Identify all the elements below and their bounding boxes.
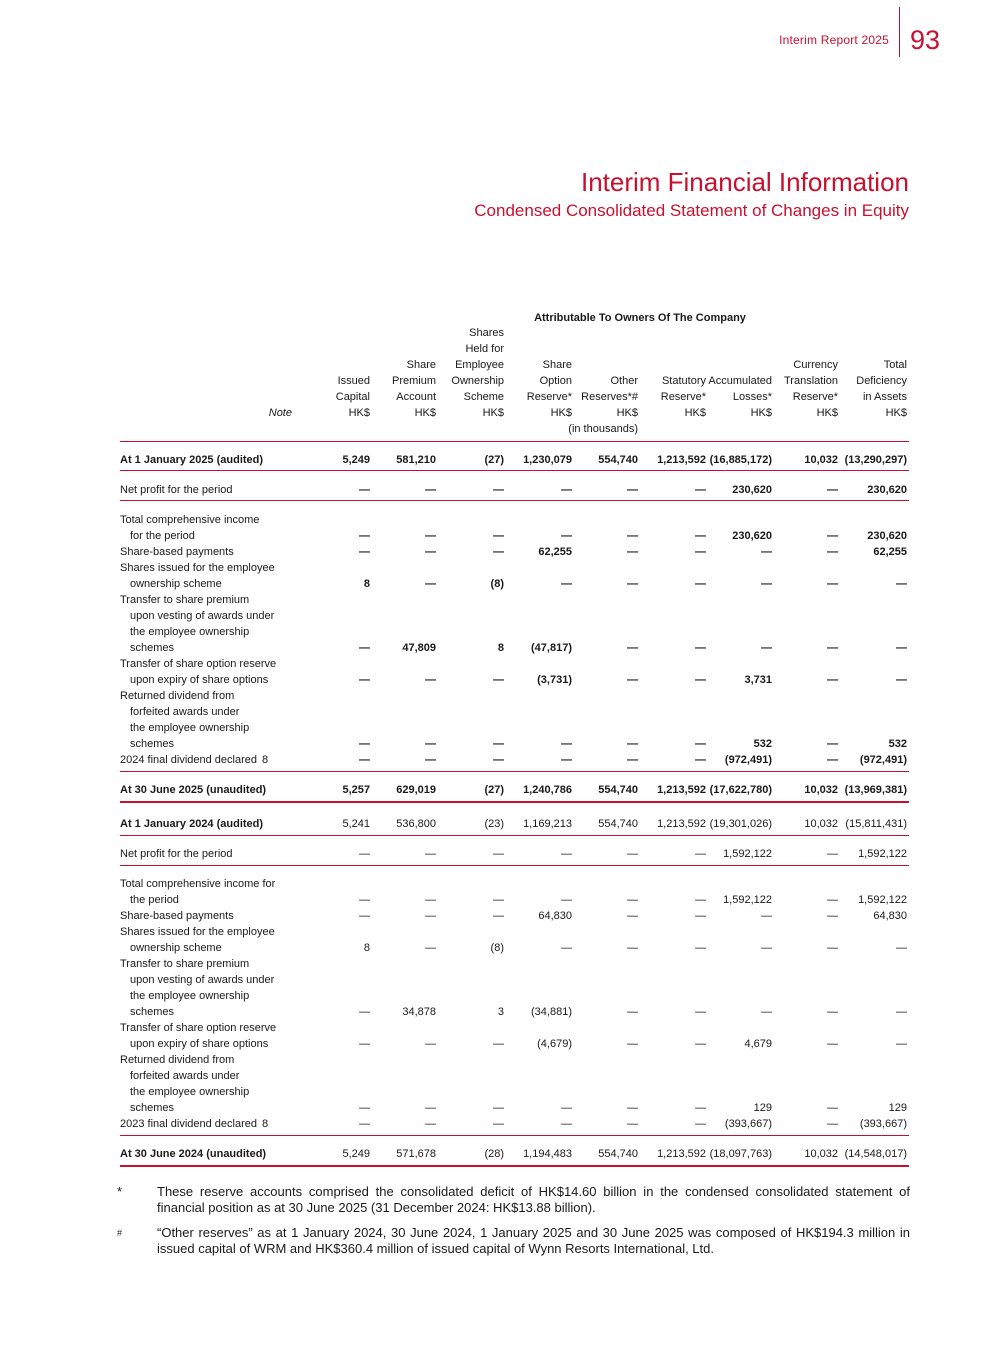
table-cell: — xyxy=(627,674,638,686)
table-cell: — xyxy=(425,484,436,496)
table-cell: — xyxy=(493,674,504,686)
page-title: Interim Financial Information xyxy=(580,167,909,197)
column-header: Reserve* xyxy=(792,391,838,403)
table-cell: (47,817) xyxy=(531,642,572,654)
table-cell: — xyxy=(827,942,838,954)
row-divider xyxy=(120,470,909,471)
table-cell: (27) xyxy=(484,454,504,466)
table-cell: — xyxy=(761,1006,772,1018)
table-cell: — xyxy=(695,894,706,906)
row-divider xyxy=(120,1135,909,1136)
table-cell: — xyxy=(425,578,436,590)
row-divider xyxy=(120,771,909,772)
table-cell: — xyxy=(761,942,772,954)
footnote-mark: * xyxy=(117,1184,123,1199)
table-cell: — xyxy=(561,578,572,590)
table-cell: — xyxy=(493,1102,504,1114)
column-header: Currency xyxy=(793,359,838,371)
table-cell: (17,622,780) xyxy=(709,784,772,796)
table-cell: 571,678 xyxy=(396,1148,436,1160)
table-cell: — xyxy=(827,910,838,922)
table-cell: — xyxy=(359,910,370,922)
footnote xyxy=(117,1225,910,1257)
table-cell: (28) xyxy=(484,1148,504,1160)
table-cell: — xyxy=(359,754,370,766)
row-label: Shares issued for the employee xyxy=(120,562,275,574)
table-cell: — xyxy=(827,578,838,590)
table-cell: (393,667) xyxy=(859,1118,907,1130)
table-cell: — xyxy=(425,754,436,766)
table-cell: — xyxy=(896,674,907,686)
row-label: the employee ownership xyxy=(130,722,250,734)
table-cell: — xyxy=(627,484,638,496)
table-cell: — xyxy=(359,848,370,860)
table-cell: — xyxy=(359,546,370,558)
table-cell: 1,230,079 xyxy=(523,454,572,466)
table-cell: 1,592,122 xyxy=(858,894,907,906)
table-cell: — xyxy=(695,530,706,542)
table-cell: (16,885,172) xyxy=(709,454,772,466)
table-cell: 8 xyxy=(363,942,370,954)
table-cell: (8) xyxy=(490,942,504,954)
row-label: the employee ownership xyxy=(130,626,250,638)
table-cell: — xyxy=(359,894,370,906)
column-header: Share xyxy=(406,359,436,371)
table-cell: — xyxy=(561,530,572,542)
table-cell: — xyxy=(695,910,706,922)
table-cell: — xyxy=(827,642,838,654)
table-cell: — xyxy=(627,530,638,542)
table-cell: — xyxy=(425,530,436,542)
table-cell: — xyxy=(425,546,436,558)
table-cell: — xyxy=(425,894,436,906)
row-label: Returned dividend from xyxy=(120,1054,235,1066)
table-cell: (34,881) xyxy=(531,1006,572,1018)
column-header: HK$ xyxy=(816,407,838,419)
table-cell: 64,830 xyxy=(873,910,907,922)
table-cell: (15,811,431) xyxy=(845,818,907,830)
column-header: Share xyxy=(542,359,572,371)
table-cell: — xyxy=(425,848,436,860)
table-cell: — xyxy=(627,894,638,906)
row-label: the employee ownership xyxy=(130,990,250,1002)
table-cell: 1,213,592 xyxy=(657,1148,706,1160)
table-cell: 536,800 xyxy=(396,818,436,830)
row-divider xyxy=(120,441,909,442)
table-cell: 62,255 xyxy=(538,546,572,558)
table-cell: (8) xyxy=(490,578,504,590)
table-cell: (4,679) xyxy=(537,1038,572,1050)
table-cell: 1,169,213 xyxy=(523,818,572,830)
row-label: upon expiry of share options xyxy=(130,1038,269,1050)
table-cell: 230,620 xyxy=(867,484,907,496)
table-cell: — xyxy=(359,1118,370,1130)
table-cell: — xyxy=(695,738,706,750)
table-cell: (13,290,297) xyxy=(844,454,907,466)
table-cell: 554,740 xyxy=(598,818,638,830)
table-cell: — xyxy=(827,1118,838,1130)
table-cell: — xyxy=(627,848,638,860)
table-cell: 10,032 xyxy=(804,454,838,466)
column-header: Option xyxy=(539,375,572,387)
table-cell: — xyxy=(761,578,772,590)
column-header: Reserve* xyxy=(526,391,572,403)
units-label: (in thousands) xyxy=(568,423,638,435)
table-cell: — xyxy=(493,910,504,922)
row-label: upon vesting of awards under xyxy=(130,974,275,986)
row-note: 8 xyxy=(262,754,269,766)
table-cell: 8 xyxy=(363,578,370,590)
table-cell: 230,620 xyxy=(732,484,772,496)
row-label: At 1 January 2025 (audited) xyxy=(120,454,264,466)
table-cell: — xyxy=(761,546,772,558)
table-cell: — xyxy=(425,942,436,954)
row-label: forfeited awards under xyxy=(130,1070,240,1082)
table-cell: — xyxy=(425,1102,436,1114)
table-cell: — xyxy=(425,1118,436,1130)
footnote-text: “Other reserves” as at 1 January 2024, 30 June 2024, 1 January 2025 and 30 June 2025 was composed of HK$194.3 million in issued capital of WRM and HK$360.4 million of issued capital of Wynn Resorts International, Ltd. xyxy=(157,1225,910,1256)
table-cell: — xyxy=(627,738,638,750)
column-header: HK$ xyxy=(482,407,504,419)
row-label: the employee ownership xyxy=(130,1086,250,1098)
column-header: Held for xyxy=(465,343,504,355)
table-cell: 3,731 xyxy=(744,674,772,686)
table-cell: — xyxy=(695,942,706,954)
table-cell: 230,620 xyxy=(867,530,907,542)
table-cell: — xyxy=(493,546,504,558)
table-cell: 1,240,786 xyxy=(523,784,572,796)
table-cell: — xyxy=(493,738,504,750)
table-cell: — xyxy=(695,1038,706,1050)
row-label: Share-based payments xyxy=(120,546,234,558)
row-divider xyxy=(120,500,909,501)
row-label: upon vesting of awards under xyxy=(130,610,275,622)
footnote-text: These reserve accounts comprised the consolidated deficit of HK$14.60 billion in the condensed consolidated statement of financial position as at 30 June 2025 (31 December 2024: HK$13.88 billion). xyxy=(157,1184,910,1215)
table-cell: 532 xyxy=(888,738,907,750)
table-cell: 47,809 xyxy=(402,642,436,654)
table-cell: — xyxy=(627,1006,638,1018)
column-header: Account xyxy=(396,391,436,403)
row-label: Shares issued for the employee xyxy=(120,926,275,938)
table-cell: — xyxy=(561,738,572,750)
column-header: HK$ xyxy=(414,407,436,419)
table-cell: 1,592,122 xyxy=(723,894,772,906)
row-label: the period xyxy=(130,894,179,906)
table-cell: — xyxy=(827,484,838,496)
table-cell: — xyxy=(425,674,436,686)
table-cell: 532 xyxy=(753,738,772,750)
table-cell: (393,667) xyxy=(724,1118,772,1130)
row-label: Total comprehensive income for xyxy=(120,878,276,890)
table-cell: 230,620 xyxy=(732,530,772,542)
table-cell: — xyxy=(493,1118,504,1130)
table-cell: — xyxy=(695,848,706,860)
column-header: Deficiency xyxy=(856,375,907,387)
table-cell: — xyxy=(695,754,706,766)
table-cell: — xyxy=(827,530,838,542)
group-header: Attributable To Owners Of The Company xyxy=(534,312,746,324)
column-header: Capital xyxy=(335,391,370,403)
row-label: Transfer of share option reserve xyxy=(120,658,277,670)
page-number: 93 xyxy=(909,24,940,55)
table-cell: 1,213,592 xyxy=(657,784,706,796)
table-cell: — xyxy=(896,642,907,654)
column-header: Premium xyxy=(391,375,436,387)
row-divider xyxy=(120,865,909,866)
row-label: forfeited awards under xyxy=(130,706,240,718)
table-cell: — xyxy=(561,894,572,906)
column-header: in Assets xyxy=(862,391,907,403)
row-label: upon expiry of share options xyxy=(130,674,269,686)
column-header: Reserve* xyxy=(660,391,706,403)
table-cell: — xyxy=(827,894,838,906)
row-label: schemes xyxy=(130,1102,175,1114)
table-cell: — xyxy=(761,910,772,922)
table-cell: — xyxy=(896,578,907,590)
footnote-mark: # xyxy=(117,1228,123,1238)
footnotes xyxy=(117,1184,910,1266)
column-header: Issued xyxy=(337,375,370,387)
row-label: ownership scheme xyxy=(130,578,222,590)
row-label: Total comprehensive income xyxy=(120,514,260,526)
page-subtitle: Condensed Consolidated Statement of Changes in Equity xyxy=(474,201,909,220)
table-cell: 8 xyxy=(497,642,504,654)
table-cell: 1,592,122 xyxy=(858,848,907,860)
table-cell: — xyxy=(695,546,706,558)
row-label: Net profit for the period xyxy=(120,484,233,496)
table-cell: — xyxy=(627,1118,638,1130)
table-cell: — xyxy=(827,1102,838,1114)
column-header: HK$ xyxy=(684,407,706,419)
table-cell: — xyxy=(425,1038,436,1050)
row-label: for the period xyxy=(130,530,195,542)
table-cell: — xyxy=(359,1038,370,1050)
table-cell: 10,032 xyxy=(804,818,838,830)
row-label: Share-based payments xyxy=(120,910,234,922)
column-header: Losses* xyxy=(732,391,772,403)
table-cell: 554,740 xyxy=(598,454,638,466)
table-cell: — xyxy=(493,530,504,542)
row-label: schemes xyxy=(130,642,175,654)
table-cell: — xyxy=(561,1102,572,1114)
column-header: HK$ xyxy=(616,407,638,419)
table-cell: — xyxy=(827,674,838,686)
column-header: Reserves*# xyxy=(581,391,638,403)
table-cell: (14,548,017) xyxy=(844,1148,907,1160)
column-header: Employee xyxy=(455,359,504,371)
table-cell: 5,249 xyxy=(342,454,370,466)
table-cell: — xyxy=(827,546,838,558)
table-cell: 554,740 xyxy=(598,784,638,796)
row-divider xyxy=(120,1165,909,1167)
table-cell: — xyxy=(627,546,638,558)
column-header: Accumulated xyxy=(708,375,772,387)
row-label: Returned dividend from xyxy=(120,690,235,702)
table-cell: — xyxy=(627,754,638,766)
table-cell: — xyxy=(493,848,504,860)
table-cell: (23) xyxy=(484,818,504,830)
column-header: Other xyxy=(610,375,638,387)
row-note: 8 xyxy=(262,1118,269,1130)
table-cell: 5,257 xyxy=(342,784,370,796)
table-cell: — xyxy=(359,484,370,496)
column-header: Total xyxy=(883,359,907,371)
row-label: 2024 final dividend declared xyxy=(120,754,257,766)
row-label: Transfer of share option reserve xyxy=(120,1022,277,1034)
table-cell: — xyxy=(695,1102,706,1114)
table-cell: — xyxy=(627,578,638,590)
table-cell: — xyxy=(695,578,706,590)
table-cell: 5,241 xyxy=(342,818,370,830)
table-cell: — xyxy=(627,910,638,922)
column-header: Shares xyxy=(469,327,504,339)
table-cell: — xyxy=(359,1006,370,1018)
row-divider xyxy=(120,835,909,836)
table-cell: — xyxy=(561,848,572,860)
row-label: At 30 June 2025 (unaudited) xyxy=(120,784,267,796)
table-cell: — xyxy=(695,484,706,496)
table-cell: — xyxy=(561,754,572,766)
column-header: HK$ xyxy=(348,407,370,419)
table-cell: — xyxy=(827,738,838,750)
table-cell: — xyxy=(359,530,370,542)
table-cell: — xyxy=(359,738,370,750)
table-cell: 1,213,592 xyxy=(657,818,706,830)
note-header: Note xyxy=(268,407,292,419)
table-cell: 10,032 xyxy=(804,784,838,796)
table-cell: 5,249 xyxy=(342,1148,370,1160)
table-cell: 129 xyxy=(753,1102,772,1114)
column-header: Scheme xyxy=(463,391,504,403)
table-cell: (3,731) xyxy=(537,674,572,686)
table-cell: (18,097,763) xyxy=(709,1148,772,1160)
table-cell: — xyxy=(627,642,638,654)
column-header: Ownership xyxy=(451,375,504,387)
table-cell: — xyxy=(695,1118,706,1130)
table-cell: (972,491) xyxy=(724,754,772,766)
table-cell: (27) xyxy=(484,784,504,796)
table-cell: 129 xyxy=(888,1102,907,1114)
table-cell: 10,032 xyxy=(804,1148,838,1160)
table-cell: — xyxy=(627,1102,638,1114)
table-cell: — xyxy=(695,1006,706,1018)
table-cell: 64,830 xyxy=(538,910,572,922)
table-cell: — xyxy=(493,754,504,766)
row-label: 2023 final dividend declared xyxy=(120,1118,257,1130)
table-cell: (13,969,381) xyxy=(844,784,907,796)
row-label: At 1 January 2024 (audited) xyxy=(120,818,264,830)
row-label: ownership scheme xyxy=(130,942,222,954)
row-label: Transfer to share premium xyxy=(120,594,250,606)
table-cell: (972,491) xyxy=(859,754,907,766)
table-cell: 581,210 xyxy=(396,454,436,466)
table-cell: 1,592,122 xyxy=(723,848,772,860)
row-label: schemes xyxy=(130,738,175,750)
table-cell: — xyxy=(359,642,370,654)
table-cell: 62,255 xyxy=(873,546,907,558)
table-cell: 34,878 xyxy=(402,1006,436,1018)
table-cell: — xyxy=(493,484,504,496)
table-cell: — xyxy=(896,1038,907,1050)
row-label: At 30 June 2024 (unaudited) xyxy=(120,1148,267,1160)
table-cell: — xyxy=(695,642,706,654)
table-cell: (19,301,026) xyxy=(709,818,772,830)
table-cell: — xyxy=(425,910,436,922)
table-cell: 3 xyxy=(497,1006,504,1018)
row-divider xyxy=(120,801,909,803)
table-cell: — xyxy=(896,942,907,954)
report-name: Interim Report 2025 xyxy=(779,33,889,47)
table-cell: — xyxy=(359,1102,370,1114)
footnote xyxy=(117,1184,910,1216)
column-header: HK$ xyxy=(750,407,772,419)
row-label: schemes xyxy=(130,1006,175,1018)
table-cell: 1,213,592 xyxy=(657,454,706,466)
table-cell: — xyxy=(896,1006,907,1018)
table-cell: 4,679 xyxy=(744,1038,772,1050)
table-cell: — xyxy=(627,1038,638,1050)
table-cell: — xyxy=(695,674,706,686)
table-cell: — xyxy=(827,1006,838,1018)
table-cell: — xyxy=(493,894,504,906)
table-cell: — xyxy=(493,1038,504,1050)
table-cell: — xyxy=(561,942,572,954)
table-cell: — xyxy=(561,484,572,496)
table-cell: 629,019 xyxy=(396,784,436,796)
row-label: Transfer to share premium xyxy=(120,958,250,970)
table-cell: — xyxy=(561,1118,572,1130)
table-cell: — xyxy=(827,754,838,766)
table-cell: 1,194,483 xyxy=(523,1148,572,1160)
table-cell: — xyxy=(761,642,772,654)
table-cell: — xyxy=(827,1038,838,1050)
column-header: HK$ xyxy=(885,407,907,419)
table-cell: 554,740 xyxy=(598,1148,638,1160)
table-cell: — xyxy=(425,738,436,750)
table-cell: — xyxy=(827,848,838,860)
table-cell: — xyxy=(359,674,370,686)
row-label: Net profit for the period xyxy=(120,848,233,860)
table-cell: — xyxy=(627,942,638,954)
column-header: Statutory xyxy=(661,375,706,387)
column-header: Translation xyxy=(783,375,838,387)
column-header: HK$ xyxy=(550,407,572,419)
